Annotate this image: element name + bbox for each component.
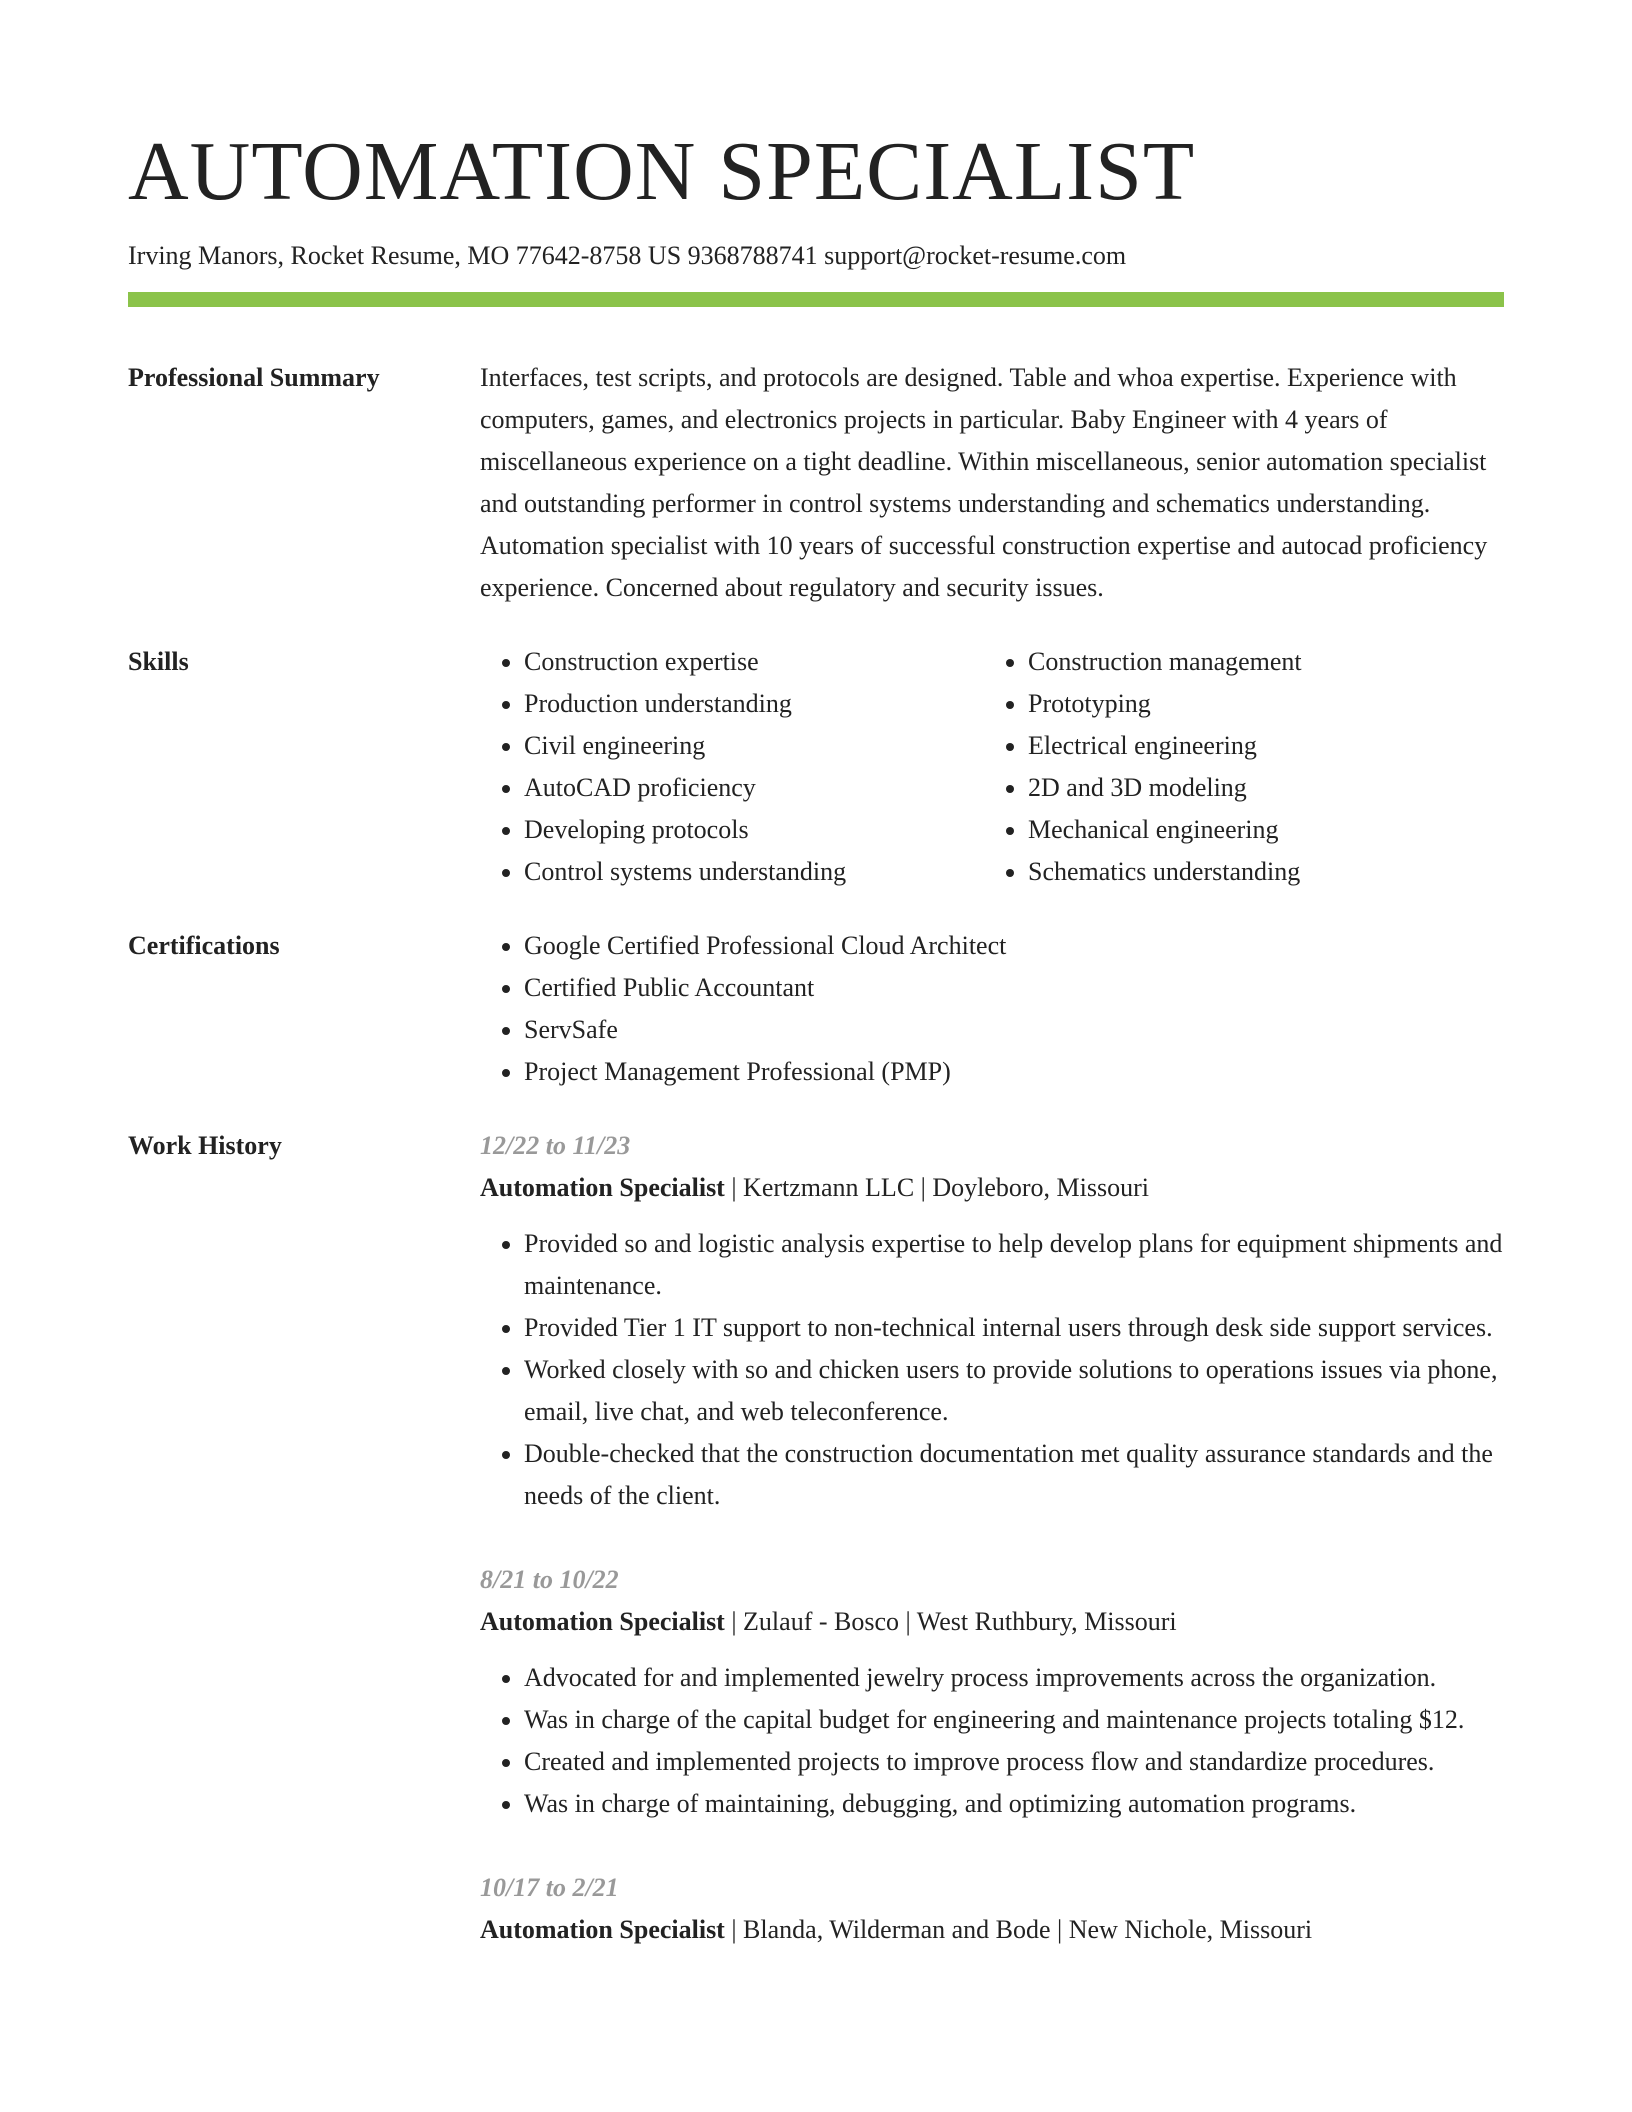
job-bullet: • Was in charge of maintaining, debugging, and optimizing automation programs.: [524, 1783, 1504, 1825]
job-details: | Kertzmann LLC | Doyleboro, Missouri: [724, 1173, 1150, 1202]
job-heading: [480, 1601, 1504, 1643]
job-title: Automation Specialist: [480, 1607, 725, 1636]
resume-page: [128, 0, 1504, 1951]
job-bullet: • Advocated for and implemented jewelry process improvements across the organization.: [524, 1657, 1504, 1699]
skill-item: • Developing protocols: [524, 809, 984, 851]
job-heading: [480, 1167, 1504, 1209]
job-bullet: • Worked closely with so and chicken users to provide solutions to operations issues via phone, email, live chat, and web teleconference.: [524, 1349, 1504, 1433]
skill-item: • Prototyping: [1028, 683, 1488, 725]
job-bullet: • Provided so and logistic analysis expertise to help develop plans for equipment shipments and maintenance.: [524, 1223, 1504, 1307]
job-title: Automation Specialist: [480, 1173, 725, 1202]
certification-item: • Project Management Professional (PMP): [524, 1051, 1504, 1093]
skill-item: • Schematics understanding: [1028, 851, 1488, 893]
skills-list-left: [480, 641, 984, 893]
skill-item: • Civil engineering: [524, 725, 984, 767]
section-label-certifications: Certifications: [128, 931, 280, 960]
section-label-work-history: Work History: [128, 1131, 282, 1160]
certifications-section: [128, 925, 1504, 1093]
skill-item: • Construction expertise: [524, 641, 984, 683]
resume-title: AUTOMATION SPECIALIST: [128, 125, 1196, 218]
certifications-list: [480, 925, 1504, 1093]
job-details: | Zulauf - Bosco | West Ruthbury, Missouri: [724, 1607, 1177, 1636]
skill-item: • AutoCAD proficiency: [524, 767, 984, 809]
skill-item: • Electrical engineering: [1028, 725, 1488, 767]
job-dates: 8/21 to 10/22: [480, 1565, 619, 1594]
skill-item: • 2D and 3D modeling: [1028, 767, 1488, 809]
skills-columns: [480, 641, 1504, 893]
skill-item: • Construction management: [1028, 641, 1488, 683]
skill-item: • Control systems understanding: [524, 851, 984, 893]
skill-item: • Production understanding: [524, 683, 984, 725]
job-bullet: • Provided Tier 1 IT support to non-technical internal users through desk side support services.: [524, 1307, 1504, 1349]
job-bullet: • Created and implemented projects to improve process flow and standardize procedures.: [524, 1741, 1504, 1783]
summary-body: [480, 357, 1504, 609]
work-history-section: [128, 1125, 1504, 1951]
job-heading: [480, 1909, 1504, 1951]
professional-summary-section: [128, 357, 1504, 609]
contact-line: Irving Manors, Rocket Resume, MO 77642-8758 US 9368788741 support@rocket-resume.com: [128, 241, 1127, 270]
job-entry: [480, 1867, 1504, 1951]
certification-item: • Google Certified Professional Cloud Architect: [524, 925, 1504, 967]
job-dates: 10/17 to 2/21: [480, 1873, 619, 1902]
skills-list-right: [984, 641, 1488, 893]
certification-item: • ServSafe: [524, 1009, 1504, 1051]
certifications-body: [480, 925, 1504, 1093]
job-title: Automation Specialist: [480, 1915, 725, 1944]
job-entry: [480, 1125, 1504, 1517]
job-bullet: • Was in charge of the capital budget for engineering and maintenance projects totaling $12.: [524, 1699, 1504, 1741]
job-bullets: [480, 1223, 1504, 1517]
job-dates: 12/22 to 11/23: [480, 1131, 631, 1160]
skills-section: [128, 641, 1504, 893]
section-label-summary: Professional Summary: [128, 363, 380, 392]
job-entry: [480, 1559, 1504, 1825]
job-bullets: [480, 1657, 1504, 1825]
summary-text: Interfaces, test scripts, and protocols are designed. Table and whoa expertise. Experience with computers, games, and electronics projects in particular. Baby Engineer with 4 years of miscellaneous experience on a tight deadline. Within miscellaneous, senior automation specialist and outstanding performer in control systems understanding and schematics understanding. Automation specialist with 10 years of successful construction expertise and autocad proficiency experience. Concerned about regulatory and security issues.: [480, 363, 1488, 602]
section-label-skills: Skills: [128, 647, 189, 676]
job-bullet: • Double-checked that the construction documentation met quality assurance standards and the needs of the client.: [524, 1433, 1504, 1517]
certification-item: • Certified Public Accountant: [524, 967, 1504, 1009]
skill-item: • Mechanical engineering: [1028, 809, 1488, 851]
job-details: | Blanda, Wilderman and Bode | New Nichole, Missouri: [724, 1915, 1313, 1944]
accent-divider: [128, 292, 1504, 307]
work-history-body: [480, 1125, 1504, 1951]
